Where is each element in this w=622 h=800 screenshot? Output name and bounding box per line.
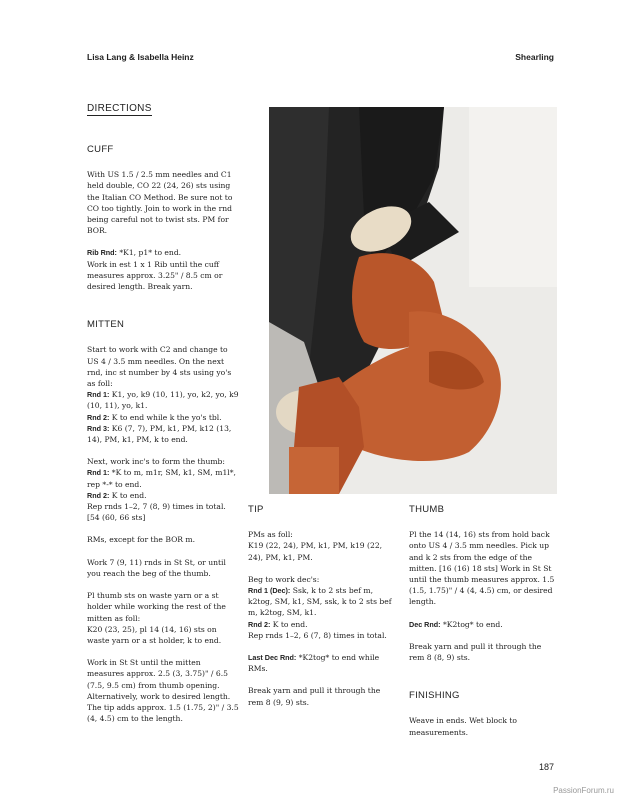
finishing-paragraph: Weave in ends. Wet block to measurements.: [409, 716, 518, 737]
header-pattern-name: Shearling: [515, 52, 554, 62]
round-text: Ssk, k to 2 sts bef m, k2tog, SM, k1, SM, ssk, k to 2 sts bef m, k2tog, SM, k1.: [248, 586, 392, 618]
mitten-paragraph: RMs, except for the BOR m.: [87, 535, 196, 545]
cuff-paragraph-2: Work in est 1 x 1 Rib until the cuff measures approx. 3.25" / 8.5 cm or desired length. Break yarn.: [87, 259, 223, 292]
round-text: K to end while k the yo's tbl.: [109, 412, 222, 422]
tip-repeat: Rep rnds 1–2, 6 (7, 8) times in total.: [248, 630, 387, 640]
round-text: *K to m, m1r, SM, k1, SM, m1l*, rep *-* to end.: [87, 468, 236, 489]
tip-round-2: [248, 619, 396, 630]
tip-last-dec: [248, 652, 396, 674]
directions-heading: DIRECTIONS: [87, 103, 152, 114]
thumb-dec-round: [409, 619, 557, 630]
round-text: *K2tog* to end while RMs.: [248, 653, 380, 674]
thumb-inc-round-1: [87, 467, 239, 489]
round-label: Last Dec Rnd:: [248, 653, 297, 663]
thumb-heading: THUMB: [409, 504, 445, 515]
mitten-paragraph: Work 7 (9, 11) rnds in St St, or until you reach the beg of the thumb.: [87, 557, 226, 578]
thumb-inc-repeat: Rep rnds 1–2, 7 (8, 9) times in total. [54 (60, 66 sts]: [87, 502, 226, 523]
header-authors: Lisa Lang & Isabella Heinz: [87, 52, 194, 62]
watermark: PassionForum.ru: [553, 786, 614, 795]
page-number: 187: [538, 762, 554, 772]
round-label: Rnd 1 (Dec):: [248, 586, 291, 596]
column-right: [409, 504, 557, 749]
mitten-photo-art: [269, 107, 557, 494]
mitten-photo: [269, 107, 557, 494]
round-text: K6 (7, 7), PM, k1, PM, k12 (13, 14), PM, k1, PM, k to end.: [87, 423, 232, 445]
round-label: Rnd 2:: [248, 619, 271, 629]
tip-heading: TIP: [248, 504, 264, 515]
mitten-heading: MITTEN: [87, 319, 125, 331]
round-label: Rnd 1:: [87, 390, 110, 400]
mitten-round-1: [87, 389, 239, 411]
mitten-paragraph: K20 (23, 25), pl 14 (14, 16) sts on waste yarn or a st holder, k to end.: [87, 624, 222, 645]
column-left: [87, 144, 239, 735]
tip-dec-intro: Beg to work dec's:: [248, 574, 320, 584]
mitten-paragraph: Work in St St until the mitten measures approx. 2.5 (3, 3.75)" / 6.5 (7.5, 9.5 cm) from thumb opening. Alternatively, work to desired length. The tip adds approx. 1.5 (1.75, 2)" / 3.5 (4, 4.5) cm to the length.: [87, 658, 239, 724]
mitten-round-2: [87, 412, 239, 423]
column-middle: [248, 504, 396, 719]
rib-round: [87, 247, 239, 258]
thumb-inc-intro: Next, work inc's to form the thumb:: [87, 457, 225, 467]
round-label: Dec Rnd:: [409, 619, 441, 629]
round-text: *K2tog* to end.: [440, 619, 503, 629]
mitten-paragraph: Pl thumb sts on waste yarn or a st holder while working the rest of the mitten as foll:: [87, 591, 226, 623]
rib-round-label: Rib Rnd:: [87, 248, 117, 258]
round-label: Rnd 2:: [87, 412, 110, 422]
tip-round-1: [248, 585, 396, 619]
mitten-paragraph: Start to work with C2 and change to US 4 / 3.5 mm needles. On the next rnd, inc st number by 4 sts using yo's as foll:: [87, 345, 232, 389]
tip-finish: Break yarn and pull it through the rem 8 (9, 9) sts.: [248, 686, 381, 707]
thumb-finish: Break yarn and pull it through the rem 8 (8, 9) sts.: [409, 641, 542, 663]
tip-intro: PMs as foll:: [248, 530, 293, 540]
round-label: Rnd 2:: [87, 490, 110, 500]
rib-round-text: *K1, p1* to end.: [116, 248, 182, 258]
mitten-round-3: [87, 423, 239, 445]
round-text: K to end.: [109, 490, 147, 500]
round-text: K1, yo, k9 (10, 11), yo, k2, yo, k9 (10, 11), yo, k1.: [87, 390, 239, 411]
thumb-inc-round-2: [87, 490, 239, 501]
round-label: Rnd 3:: [87, 423, 110, 433]
cuff-heading: CUFF: [87, 144, 114, 155]
round-label: Rnd 1:: [87, 468, 110, 478]
round-text: K to end.: [270, 619, 308, 629]
tip-markers: K19 (22, 24), PM, k1, PM, k19 (22, 24), PM, k1, PM.: [248, 541, 383, 562]
cuff-paragraph: With US 1.5 / 2.5 mm needles and C1 held double, CO 22 (24, 26) sts using the Italian CO Method. Be sure not to CO too tightly. Join to work in the rnd being careful not to twist sts. PM for BOR.: [87, 170, 233, 236]
finishing-heading: FINISHING: [409, 690, 460, 702]
thumb-paragraph: Pl the 14 (14, 16) sts from hold back onto US 4 / 3.5 mm needles. Pick up and k 2 sts from the edge of the mitten. [16 (16) 18 sts] Work in St St until the thumb measures approx. 1.5 (1.5, 1.75)" / 4 (4, 4.5) cm, or desired length.: [409, 530, 555, 607]
